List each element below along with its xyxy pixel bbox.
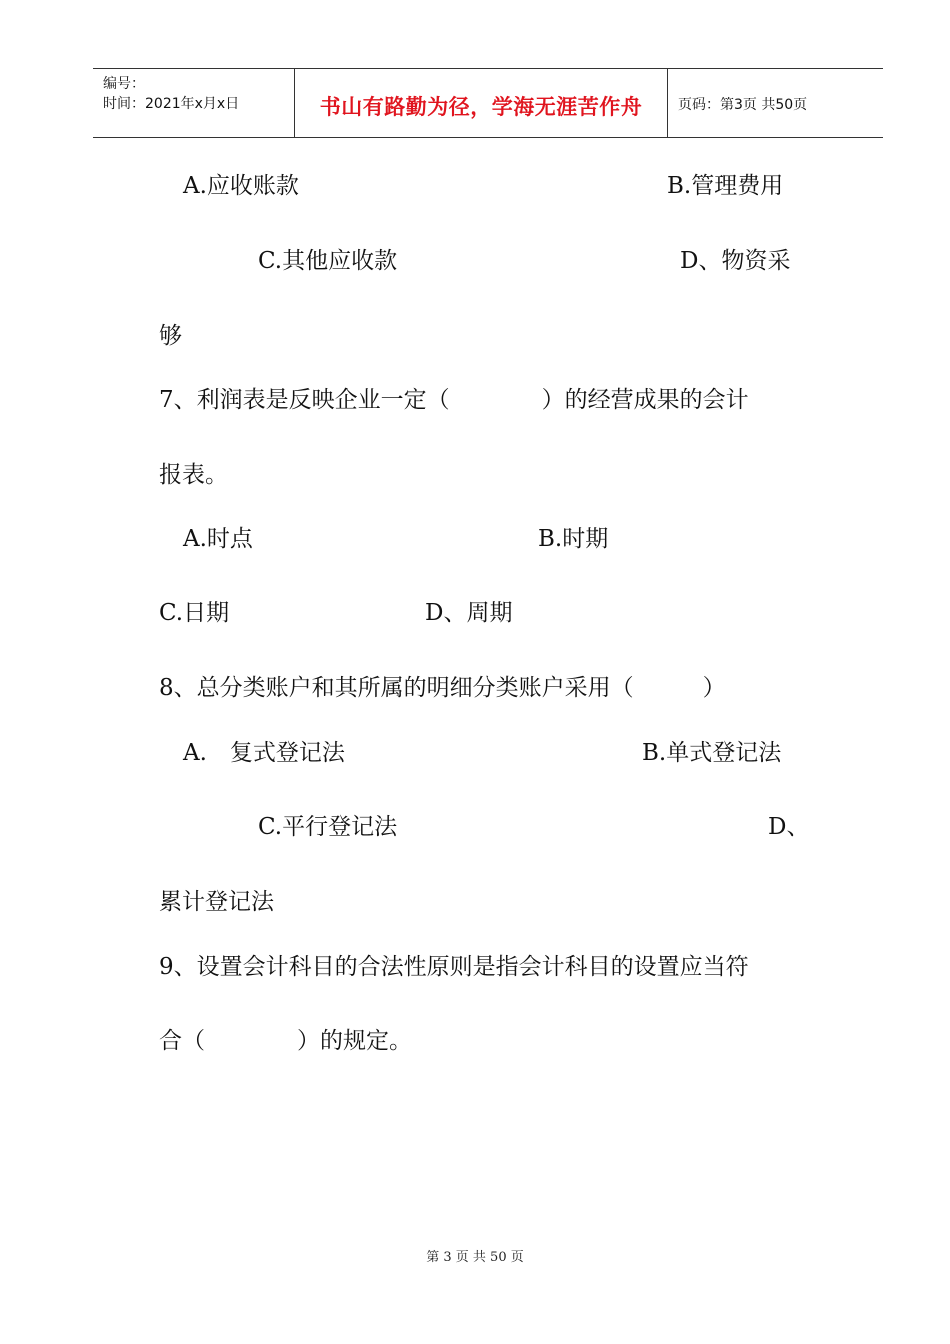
question-7: 7、利润表是反映企业一定（ ）的经营成果的会计	[159, 387, 749, 413]
q7-option-c: C.日期	[159, 600, 230, 626]
header-meta-cell	[93, 69, 295, 137]
question-9-continuation: 合（ ）的规定。	[159, 1028, 412, 1054]
question-9: 9、设置会计科目的合法性原则是指会计科目的设置应当符	[159, 954, 749, 980]
option-c-line: C.其他应收款	[258, 248, 398, 274]
option-b-line: B.管理费用	[667, 173, 784, 199]
header-page-cell	[668, 69, 883, 137]
q7-option-d: D、周期	[425, 600, 513, 626]
motto-text: 书山有路勤为径，学海无涯苦作舟	[319, 95, 643, 119]
q8-option-d: D、	[768, 814, 810, 840]
page-info: 页码：第3页 共50页	[678, 97, 808, 113]
option-a-line: A.应收账款	[183, 173, 299, 199]
q8-option-c: C.平行登记法	[258, 814, 398, 840]
serial-label: 编号：	[103, 76, 145, 92]
q8-option-a: A. 复式登记法	[183, 740, 345, 766]
q8-option-b: B.单式登记法	[642, 740, 782, 766]
option-d-continuation: 够	[159, 323, 182, 349]
question-7-continuation: 报表。	[159, 462, 228, 488]
q8-option-d-continuation: 累计登记法	[159, 889, 274, 915]
page-footer: 第 3 页 共 50 页	[426, 1250, 524, 1265]
question-8: 8、总分类账户和其所属的明细分类账户采用（ ）	[159, 675, 726, 701]
option-d-line: D、物资采	[680, 248, 791, 274]
header-motto-cell	[295, 69, 668, 137]
q7-option-b: B.时期	[538, 526, 609, 552]
page-header	[93, 68, 883, 138]
time-label: 时间：2021年x月x日	[103, 96, 240, 112]
q7-option-a: A.时点	[183, 526, 253, 552]
